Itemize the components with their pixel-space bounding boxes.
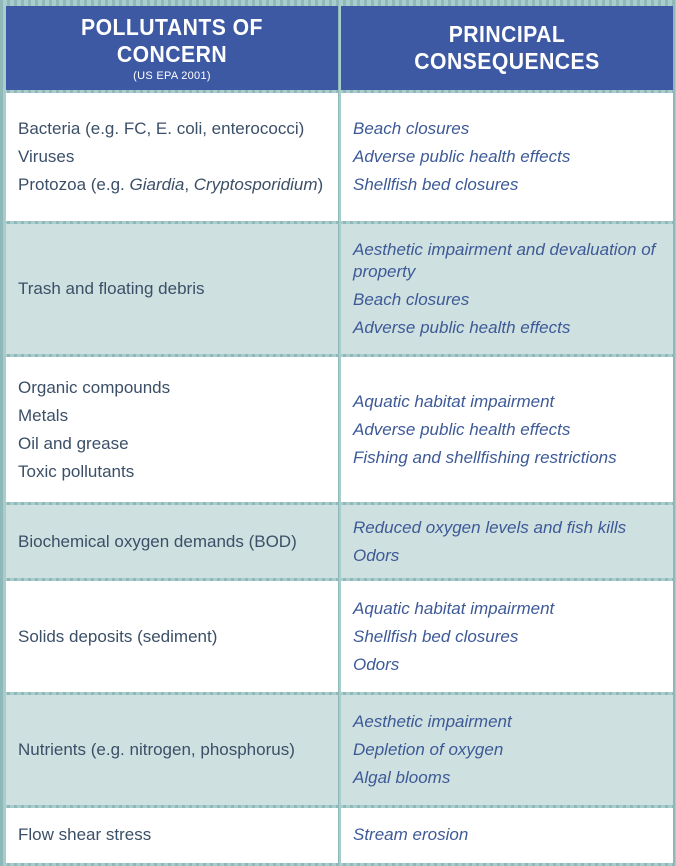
consequence-item: Odors [353, 654, 400, 674]
pollutant-item: Trash and floating debris [18, 278, 205, 298]
consequence-item: Stream erosion [353, 825, 469, 845]
consequence-item: Adverse public health effects [353, 317, 571, 337]
consequence-item: Shellfish bed closures [353, 626, 519, 646]
consequences-cell [341, 505, 673, 578]
consequence-item: Algal blooms [353, 767, 451, 787]
pollutant-item: Protozoa (e.g. Giardia, Cryptosporidium) [18, 174, 324, 194]
table-row [6, 93, 673, 221]
pollutant-item: Toxic pollutants [18, 461, 135, 481]
pollutant-item: Metals [18, 405, 69, 425]
table-row [6, 224, 673, 355]
pollutant-item: Nutrients (e.g. nitrogen, phosphorus) [18, 739, 295, 759]
consequence-item: Odors [353, 545, 400, 565]
table-row [6, 581, 673, 691]
header-pollutants-source: (US EPA 2001) [133, 70, 211, 82]
consequences-cell [341, 581, 673, 691]
consequence-item: Aesthetic impairment [353, 711, 512, 731]
consequence-item: Reduced oxygen levels and fish kills [353, 517, 627, 537]
consequences-cell [341, 695, 673, 805]
pollutant-item: Oil and grease [18, 433, 129, 453]
table-row [6, 808, 673, 863]
consequence-item: Beach closures [353, 118, 470, 138]
header-pollutants [6, 6, 338, 90]
pollutants-cell [6, 224, 338, 355]
consequence-item: Beach closures [353, 289, 470, 309]
consequences-cell [341, 93, 673, 221]
pollutant-item: Bacteria (e.g. FC, E. coli, enterococci) [18, 118, 305, 138]
consequence-item: Aesthetic impairment and devaluation of property [353, 239, 656, 281]
consequence-item: Aquatic habitat impairment [353, 391, 555, 411]
consequence-item: Shellfish bed closures [353, 174, 519, 194]
pollutants-cell [6, 357, 338, 502]
pollutants-cell [6, 505, 338, 578]
header-row [6, 6, 673, 90]
consequences-cell [341, 808, 673, 863]
pollutants-cell [6, 695, 338, 805]
pollutant-item: Organic compounds [18, 377, 171, 397]
header-pollutants-title: POLLUTANTS OF CONCERN [81, 14, 263, 67]
pollutants-cell [6, 93, 338, 221]
consequences-cell [341, 357, 673, 502]
table-row [6, 357, 673, 502]
pollutant-item: Flow shear stress [18, 825, 152, 845]
consequence-item: Adverse public health effects [353, 146, 571, 166]
pollutants-cell [6, 808, 338, 863]
header-consequences-title: PRINCIPAL CONSEQUENCES [414, 21, 600, 74]
consequence-item: Depletion of oxygen [353, 739, 504, 759]
consequence-item: Aquatic habitat impairment [353, 598, 555, 618]
pollutants-table [3, 3, 676, 866]
consequences-cell [341, 224, 673, 355]
consequence-item: Adverse public health effects [353, 419, 571, 439]
table-row [6, 695, 673, 805]
table-row [6, 505, 673, 578]
pollutant-item: Solids deposits (sediment) [18, 626, 218, 646]
pollutant-item: Biochemical oxygen demands (BOD) [18, 531, 297, 551]
pollutants-cell [6, 581, 338, 691]
consequence-item: Fishing and shellfishing restrictions [353, 447, 617, 467]
header-consequences [341, 6, 673, 90]
pollutant-item: Viruses [18, 146, 75, 166]
